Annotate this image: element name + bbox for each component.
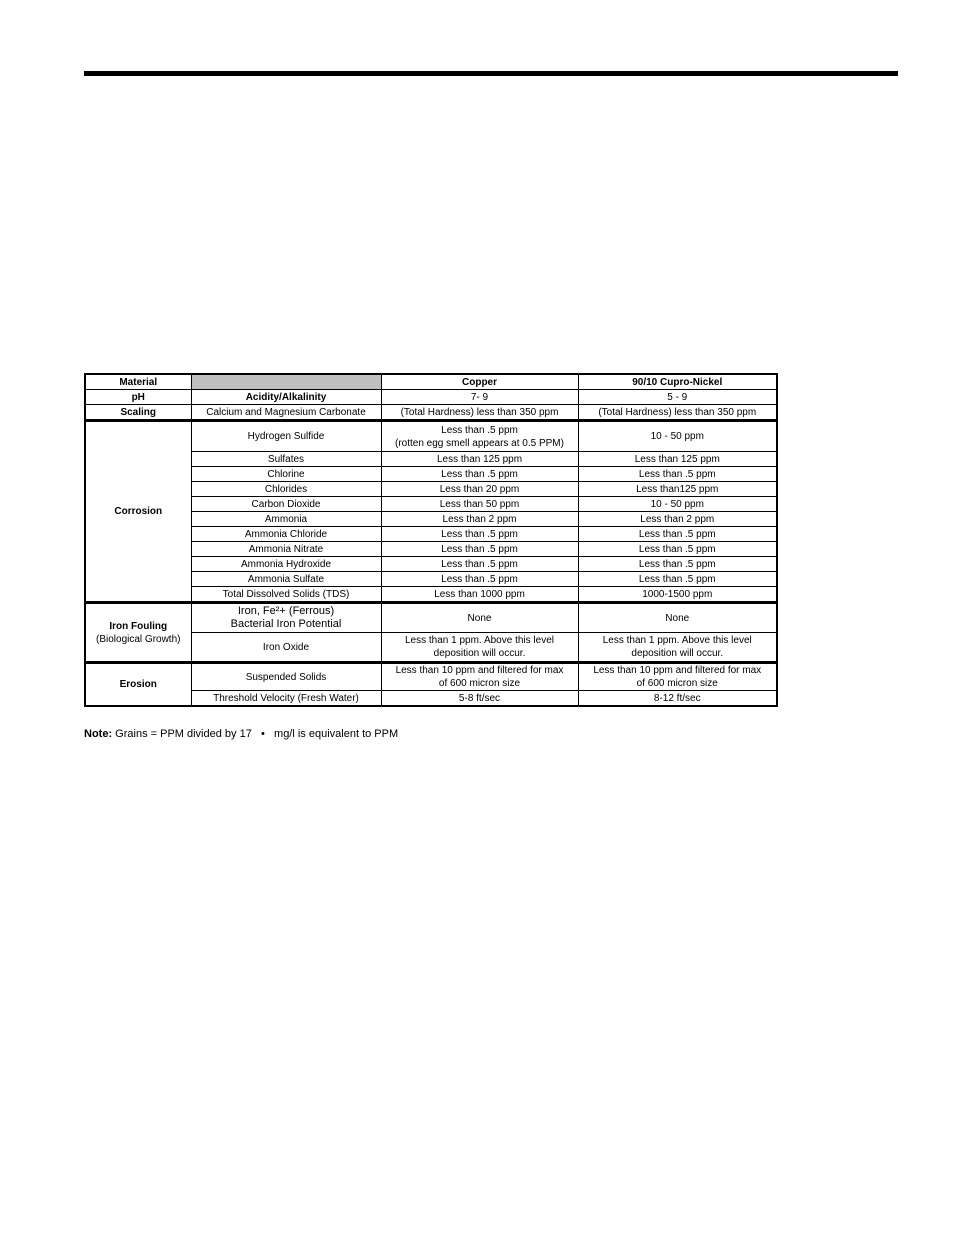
note-label: Note: (84, 728, 113, 740)
cupro-cell: Less than .5 ppm (578, 557, 777, 572)
copper-cell: None (381, 603, 578, 633)
cupro-cell: None (578, 603, 777, 633)
header-copper: Copper (381, 374, 578, 390)
copper-cell: (Total Hardness) less than 350 ppm (381, 405, 578, 421)
cupro-cell: Less than .5 ppm (578, 527, 777, 542)
table-row-ph (85, 390, 777, 405)
table-row-scaling (85, 405, 777, 421)
table-note (84, 728, 398, 740)
cell-line: Less than 10 ppm and filtered for max (593, 665, 762, 676)
copper-cell: Less than .5 ppm (381, 467, 578, 482)
item-cell: Acidity/Alkalinity (191, 390, 381, 405)
item-cell: Sulfates (191, 452, 381, 467)
cupro-cell: Less than125 ppm (578, 482, 777, 497)
item-cell: Hydrogen Sulfide (191, 421, 381, 452)
header-blank (191, 374, 381, 390)
copper-cell (381, 421, 578, 452)
note-text-grains: Grains = PPM divided by 17 (115, 728, 252, 740)
item-cell (191, 603, 381, 633)
copper-cell: 7- 9 (381, 390, 578, 405)
cupro-cell (578, 633, 777, 663)
cupro-cell: Less than 2 ppm (578, 512, 777, 527)
note-separator: • (261, 728, 265, 740)
category-corrosion: Corrosion (85, 421, 191, 603)
category-sublabel: (Biological Growth) (96, 633, 181, 645)
copper-cell: Less than .5 ppm (381, 527, 578, 542)
item-cell: Threshold Velocity (Fresh Water) (191, 691, 381, 707)
category-ph: pH (85, 390, 191, 405)
copper-cell: Less than 20 ppm (381, 482, 578, 497)
category-iron-fouling (85, 603, 191, 663)
copper-cell: Less than 2 ppm (381, 512, 578, 527)
cell-line: Less than .5 ppm (441, 424, 518, 436)
copper-cell: Less than .5 ppm (381, 557, 578, 572)
cell-line: Less than 10 ppm and filtered for max (395, 665, 564, 676)
cell-line: Less than 1 ppm. Above this level (602, 635, 752, 646)
item-cell: Ammonia Hydroxide (191, 557, 381, 572)
category-erosion: Erosion (85, 663, 191, 707)
water-quality-table (84, 373, 778, 707)
item-cell: Suspended Solids (191, 663, 381, 691)
copper-cell: Less than 1000 ppm (381, 587, 578, 603)
cell-line: Iron, Fe²+ (Ferrous) (237, 605, 335, 617)
cell-line: deposition will occur. (631, 648, 724, 659)
copper-cell: Less than .5 ppm (381, 572, 578, 587)
cell-line: deposition will occur. (433, 648, 526, 659)
copper-cell: Less than .5 ppm (381, 542, 578, 557)
table-row (85, 421, 777, 452)
copper-cell (381, 633, 578, 663)
copper-cell: Less than 50 ppm (381, 497, 578, 512)
note-text-mgl: mg/l is equivalent to PPM (274, 728, 399, 740)
cupro-cell: 5 - 9 (578, 390, 777, 405)
cupro-cell: Less than 125 ppm (578, 452, 777, 467)
copper-cell: Less than 125 ppm (381, 452, 578, 467)
cell-line: of 600 micron size (438, 678, 521, 689)
item-cell: Chlorine (191, 467, 381, 482)
item-cell: Total Dissolved Solids (TDS) (191, 587, 381, 603)
table-row (85, 603, 777, 633)
cell-line: (rotten egg smell appears at 0.5 PPM) (395, 437, 564, 449)
cupro-cell: 10 - 50 ppm (578, 421, 777, 452)
copper-cell (381, 663, 578, 691)
header-row (85, 374, 777, 390)
cupro-cell: 10 - 50 ppm (578, 497, 777, 512)
copper-cell: 5-8 ft/sec (381, 691, 578, 707)
cupro-cell: Less than .5 ppm (578, 572, 777, 587)
item-cell: Ammonia Sulfate (191, 572, 381, 587)
category-label: Iron Fouling (109, 620, 168, 632)
item-cell: Ammonia Nitrate (191, 542, 381, 557)
item-cell: Iron Oxide (191, 633, 381, 663)
item-cell: Calcium and Magnesium Carbonate (191, 405, 381, 421)
header-cupro-nickel: 90/10 Cupro-Nickel (578, 374, 777, 390)
item-cell: Chlorides (191, 482, 381, 497)
table-row (85, 663, 777, 691)
cupro-cell: 1000-1500 ppm (578, 587, 777, 603)
cupro-cell: 8-12 ft/sec (578, 691, 777, 707)
cupro-cell: Less than .5 ppm (578, 467, 777, 482)
top-rule (84, 71, 898, 76)
cell-line: of 600 micron size (636, 678, 718, 689)
cupro-cell: Less than .5 ppm (578, 542, 777, 557)
cell-line: Bacterial Iron Potential (230, 618, 342, 630)
cupro-cell (578, 663, 777, 691)
category-scaling: Scaling (85, 405, 191, 421)
header-material: Material (85, 374, 191, 390)
cupro-cell: (Total Hardness) less than 350 ppm (578, 405, 777, 421)
item-cell: Ammonia (191, 512, 381, 527)
item-cell: Ammonia Chloride (191, 527, 381, 542)
item-cell: Carbon Dioxide (191, 497, 381, 512)
cell-line: Less than 1 ppm. Above this level (405, 635, 554, 646)
